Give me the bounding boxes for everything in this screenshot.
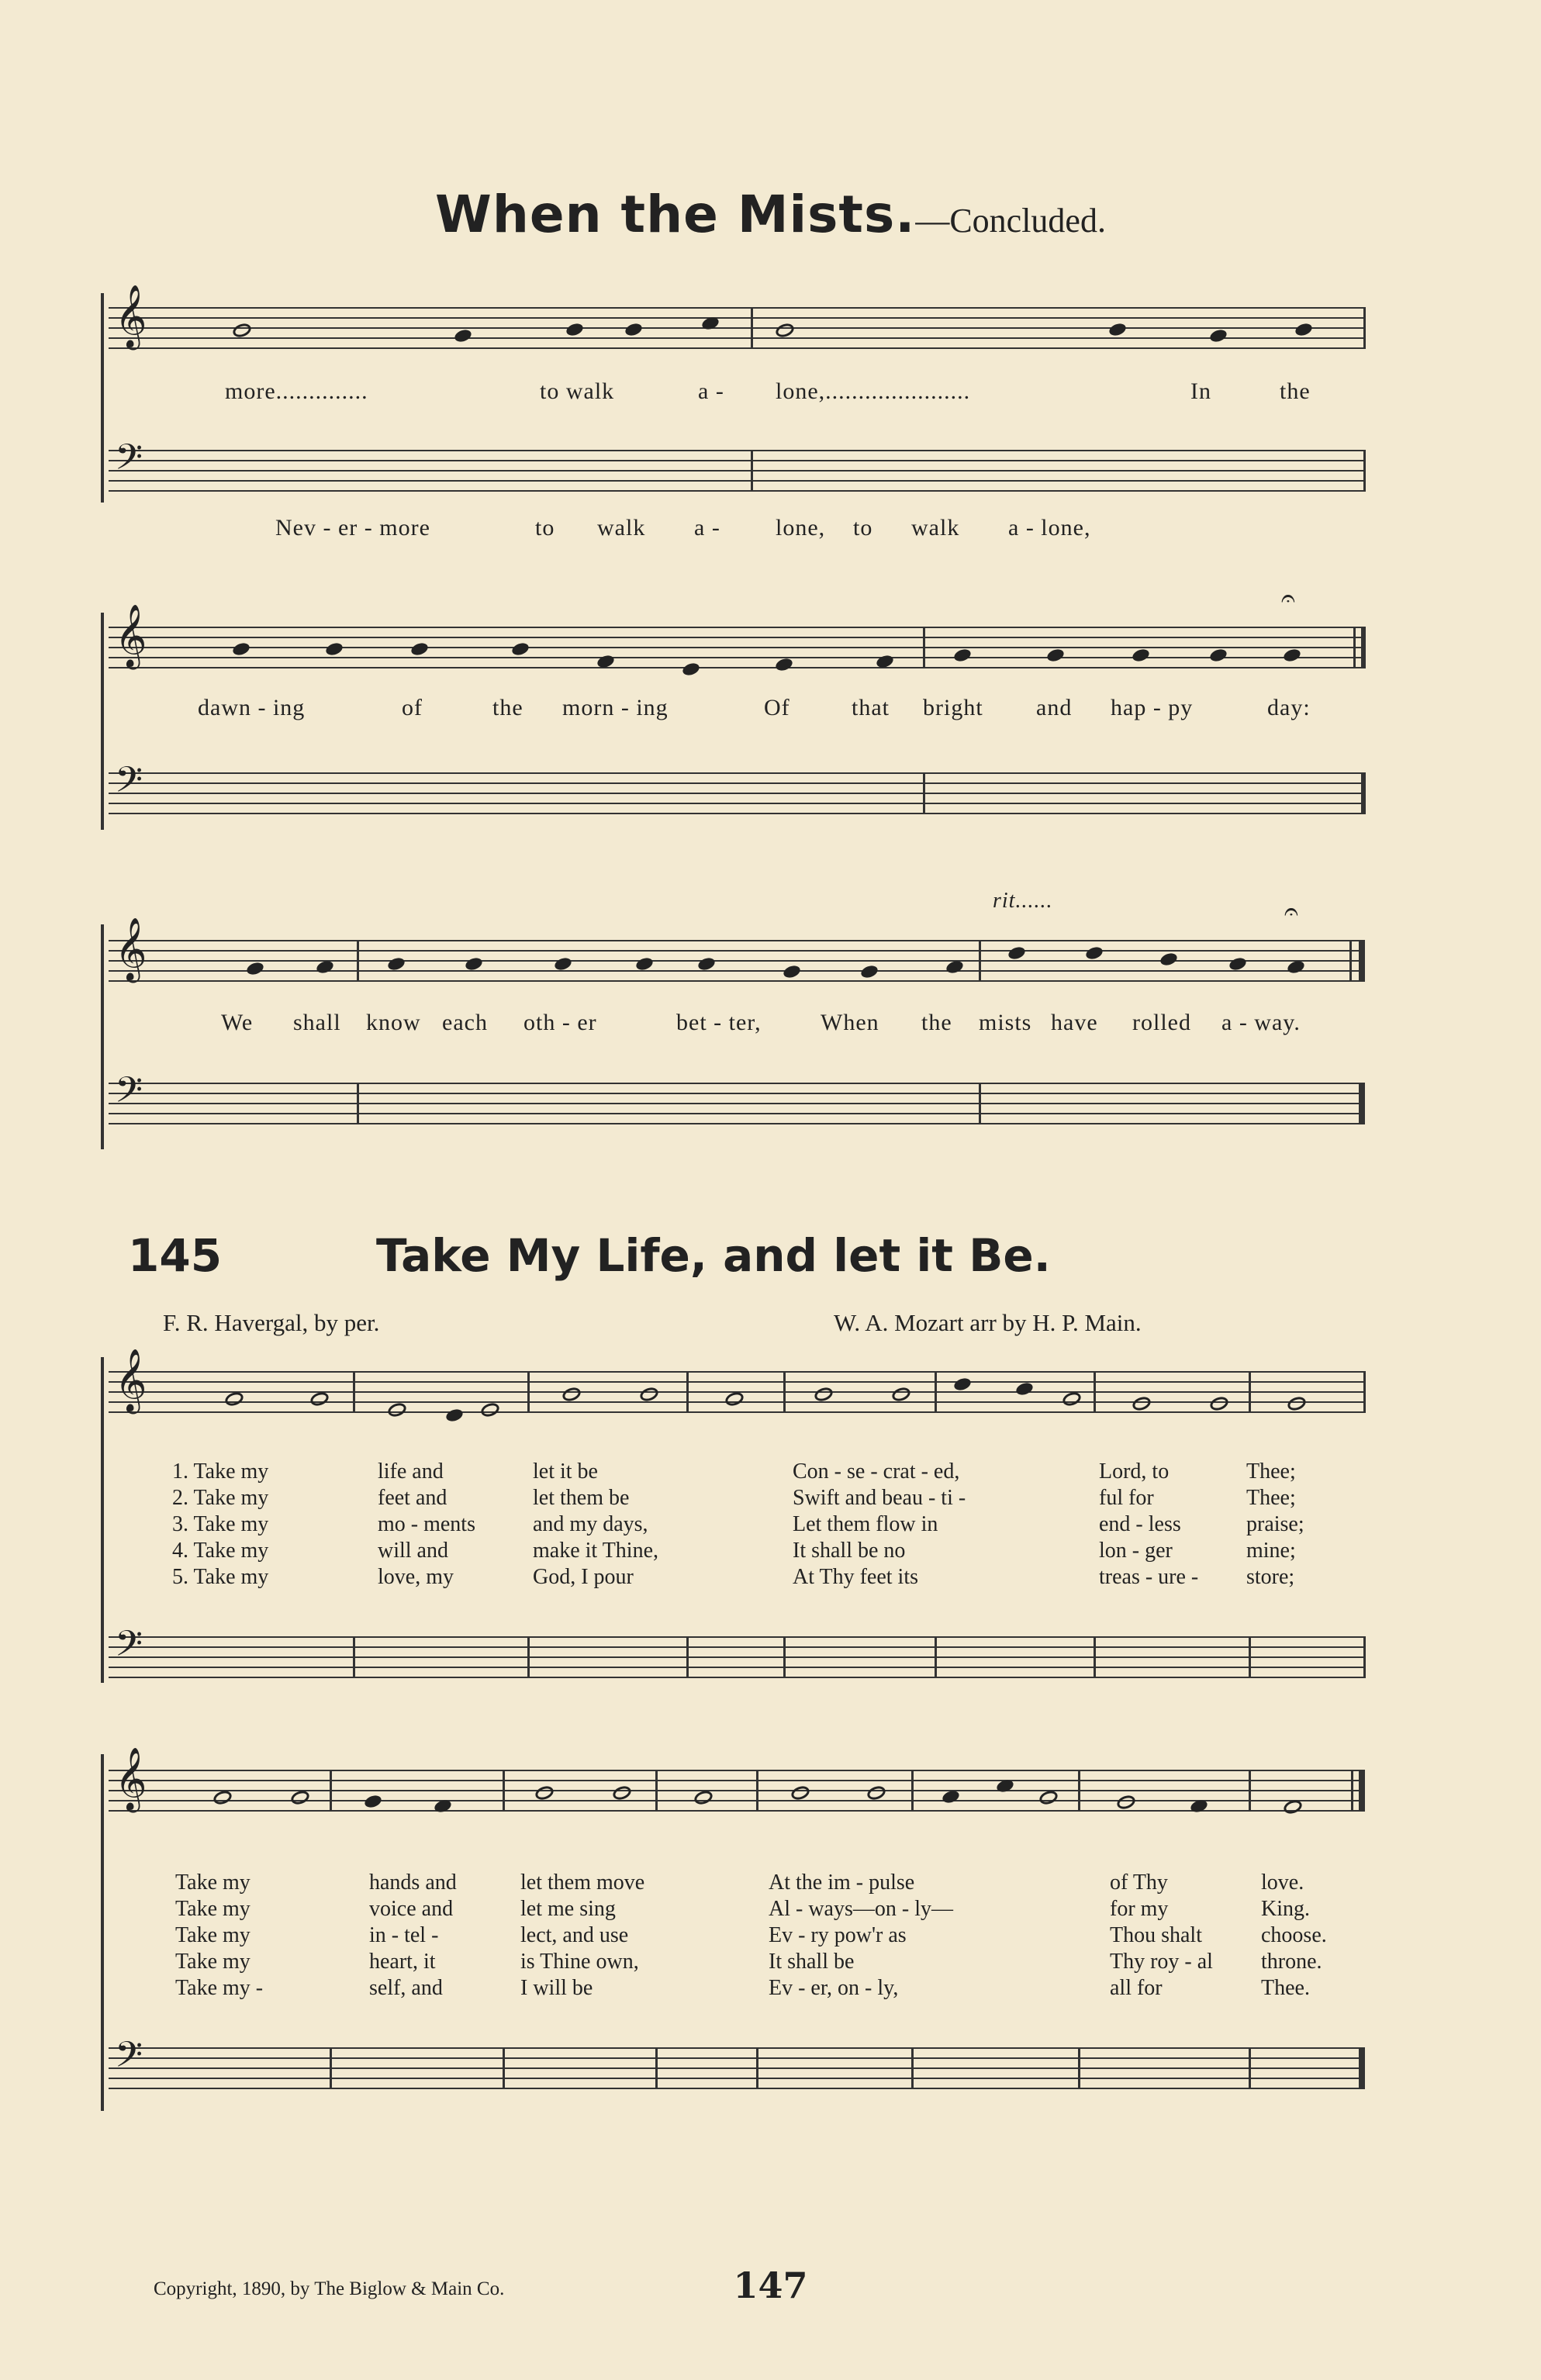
lyric: Ev - ry pow'r as bbox=[769, 1923, 907, 1947]
barline bbox=[1094, 1371, 1096, 1413]
lyric: Take my bbox=[175, 1870, 250, 1895]
title-subtitle: —Concluded. bbox=[915, 202, 1106, 240]
lyric: the bbox=[1280, 378, 1311, 404]
bass-clef-icon: 𝄢 bbox=[115, 437, 143, 487]
lyric: It shall be bbox=[769, 1950, 855, 1974]
verse-line bbox=[175, 1976, 1310, 2001]
lyric: make it Thine, bbox=[533, 1539, 658, 1563]
barline bbox=[923, 772, 925, 814]
lyric: is Thine own, bbox=[520, 1950, 639, 1974]
lyric: for my bbox=[1110, 1897, 1169, 1921]
lyric: Take my bbox=[175, 1950, 250, 1974]
lyric: Take my - bbox=[175, 1976, 264, 2000]
barline bbox=[1249, 1770, 1251, 1812]
barline bbox=[357, 940, 359, 982]
barline bbox=[655, 1770, 658, 1812]
final-barline bbox=[1359, 940, 1365, 982]
barline bbox=[783, 1636, 786, 1678]
lyric: ful for bbox=[1099, 1486, 1154, 1510]
lyric: lone,...................... bbox=[776, 378, 971, 404]
double-barline bbox=[1361, 627, 1366, 668]
lyric: Nev - er - more bbox=[275, 515, 430, 541]
lyric: oth - er bbox=[523, 1010, 597, 1035]
lyric: in - tel - bbox=[369, 1923, 439, 1947]
lyric: Al - ways—on - ly— bbox=[769, 1897, 953, 1921]
lyric: bright bbox=[923, 695, 983, 720]
barline bbox=[1349, 940, 1352, 982]
lyric: each bbox=[442, 1010, 488, 1035]
verse-line bbox=[172, 1459, 1296, 1484]
barline bbox=[1363, 450, 1366, 492]
lyric: the bbox=[921, 1010, 952, 1035]
lyric: 4. Take my bbox=[172, 1539, 269, 1563]
lyric: walk bbox=[911, 515, 960, 541]
system-brace bbox=[101, 1357, 104, 1683]
bass-staff bbox=[109, 1636, 1365, 1680]
lyric: love, my bbox=[378, 1565, 454, 1589]
system-brace bbox=[101, 293, 104, 503]
barline bbox=[1249, 1371, 1251, 1413]
lyric: heart, it bbox=[369, 1950, 436, 1974]
treble-clef-icon: 𝄞 bbox=[115, 284, 147, 347]
lyric: day: bbox=[1267, 695, 1311, 720]
barline bbox=[1249, 2047, 1251, 2089]
lyric: and my days, bbox=[533, 1512, 648, 1536]
lyric: that bbox=[852, 695, 890, 720]
verse-line bbox=[175, 1897, 1310, 1922]
treble-clef-icon: 𝄞 bbox=[115, 917, 147, 980]
lyric: Take my bbox=[175, 1897, 250, 1921]
lyric: all for bbox=[1110, 1976, 1163, 2000]
lyric: will and bbox=[378, 1539, 448, 1563]
lyric: a - lone, bbox=[1008, 515, 1091, 541]
lyric: Thou shalt bbox=[1110, 1923, 1202, 1947]
lyric: let me sing bbox=[520, 1897, 616, 1921]
barline bbox=[935, 1636, 937, 1678]
lyric: throne. bbox=[1261, 1950, 1322, 1974]
barline bbox=[527, 1371, 530, 1413]
barline bbox=[686, 1636, 689, 1678]
barline bbox=[935, 1371, 937, 1413]
barline bbox=[756, 1770, 758, 1812]
hymn-composer: W. A. Mozart arr by H. P. Main. bbox=[834, 1309, 1142, 1336]
lyric: Ev - er, on - ly, bbox=[769, 1976, 899, 2000]
hymn-title: Take My Life, and let it Be. bbox=[376, 1229, 1051, 1282]
verse-line bbox=[175, 1950, 1322, 1974]
lyric: It shall be no bbox=[793, 1539, 906, 1563]
lyric: let it be bbox=[533, 1459, 598, 1484]
hymn-number: 145 bbox=[128, 1229, 223, 1282]
barline bbox=[911, 1770, 914, 1812]
final-barline bbox=[1359, 1083, 1365, 1124]
lyric: Of bbox=[764, 695, 790, 720]
barline bbox=[1363, 307, 1366, 349]
lyric: Thy roy - al bbox=[1110, 1950, 1213, 1974]
lyric: At the im - pulse bbox=[769, 1870, 915, 1895]
barline bbox=[1249, 1636, 1251, 1678]
lyric: and bbox=[1036, 695, 1073, 720]
lyric: Take my bbox=[175, 1923, 250, 1947]
lyric: Let them flow in bbox=[793, 1512, 938, 1536]
barline bbox=[756, 2047, 758, 2089]
lyric: self, and bbox=[369, 1976, 443, 2000]
lyric: Con - se - crat - ed, bbox=[793, 1459, 960, 1484]
barline bbox=[353, 1371, 355, 1413]
barline bbox=[1363, 1636, 1366, 1678]
lyric: praise; bbox=[1246, 1512, 1304, 1536]
barline bbox=[353, 1636, 355, 1678]
lyric: Thee. bbox=[1261, 1976, 1310, 2000]
treble-clef-icon: 𝄞 bbox=[115, 1746, 147, 1810]
lyric: a - bbox=[698, 378, 724, 404]
barline bbox=[783, 1371, 786, 1413]
system-brace bbox=[101, 1754, 104, 2111]
lyric: morn - ing bbox=[562, 695, 669, 720]
lyric: let them be bbox=[533, 1486, 630, 1510]
treble-staff bbox=[109, 940, 1365, 983]
lyric: rolled bbox=[1132, 1010, 1191, 1035]
fermata-icon: 𝄐 bbox=[1284, 896, 1298, 926]
lyric: store; bbox=[1246, 1565, 1295, 1589]
verse-line bbox=[172, 1539, 1296, 1563]
lyric: lon - ger bbox=[1099, 1539, 1173, 1563]
lyric: a - way. bbox=[1221, 1010, 1301, 1035]
lyric: Thee; bbox=[1246, 1486, 1296, 1510]
verse-line bbox=[172, 1486, 1296, 1511]
verse-line bbox=[175, 1870, 1304, 1895]
verse-line bbox=[172, 1512, 1304, 1537]
barline bbox=[1353, 627, 1356, 668]
barline bbox=[357, 1083, 359, 1124]
copyright-notice: Copyright, 1890, by The Biglow & Main Co. bbox=[154, 2278, 505, 2299]
barline bbox=[911, 2047, 914, 2089]
page-number: 147 bbox=[733, 2264, 808, 2306]
lyric: treas - ure - bbox=[1099, 1565, 1199, 1589]
lyric: lect, and use bbox=[520, 1923, 629, 1947]
lyric: dawn - ing bbox=[198, 695, 306, 720]
lyric: shall bbox=[293, 1010, 341, 1035]
double-barline bbox=[1361, 772, 1366, 814]
lyric: mo - ments bbox=[378, 1512, 475, 1536]
bass-clef-icon: 𝄢 bbox=[115, 1069, 143, 1120]
barline bbox=[655, 2047, 658, 2089]
barline bbox=[503, 2047, 505, 2089]
lyric: of Thy bbox=[1110, 1870, 1168, 1895]
final-barline bbox=[1359, 1770, 1365, 1812]
system-brace bbox=[101, 924, 104, 1149]
lyric: love. bbox=[1261, 1870, 1304, 1895]
lyric: bet - ter, bbox=[676, 1010, 762, 1035]
lyric: to walk bbox=[540, 378, 615, 404]
bass-staff bbox=[109, 2047, 1365, 2091]
bass-staff bbox=[109, 772, 1365, 816]
barline bbox=[1078, 2047, 1080, 2089]
barline bbox=[1094, 1636, 1096, 1678]
lyric: feet and bbox=[378, 1486, 447, 1510]
lyric: to bbox=[535, 515, 555, 541]
barline bbox=[923, 627, 925, 668]
lyric: Thee; bbox=[1246, 1459, 1296, 1484]
barline bbox=[979, 940, 981, 982]
lyric: let them move bbox=[520, 1870, 645, 1895]
page-title bbox=[0, 185, 1541, 244]
treble-clef-icon: 𝄞 bbox=[115, 1348, 147, 1411]
barline bbox=[527, 1636, 530, 1678]
lyric: Swift and beau - ti - bbox=[793, 1486, 966, 1510]
lyric: of bbox=[402, 695, 423, 720]
barline bbox=[751, 307, 753, 349]
lyric: the bbox=[492, 695, 523, 720]
lyric: God, I pour bbox=[533, 1565, 634, 1589]
lyric: In bbox=[1190, 378, 1211, 404]
lyric: end - less bbox=[1099, 1512, 1181, 1536]
bass-clef-icon: 𝄢 bbox=[115, 1623, 143, 1674]
ritardando-marking: rit...... bbox=[993, 889, 1053, 913]
barline bbox=[1078, 1770, 1080, 1812]
lyric: mists bbox=[979, 1010, 1032, 1035]
lyric: Lord, to bbox=[1099, 1459, 1170, 1484]
barline bbox=[751, 450, 753, 492]
lyric: mine; bbox=[1246, 1539, 1296, 1563]
lyric: life and bbox=[378, 1459, 444, 1484]
lyric: We bbox=[221, 1010, 254, 1035]
lyric: more.............. bbox=[225, 378, 368, 404]
lyric: have bbox=[1051, 1010, 1098, 1035]
lyric: voice and bbox=[369, 1897, 454, 1921]
system-brace bbox=[101, 613, 104, 830]
lyric: At Thy feet its bbox=[793, 1565, 919, 1589]
title-text: When the Mists. bbox=[435, 185, 916, 244]
final-barline bbox=[1359, 2047, 1365, 2089]
lyric: hap - py bbox=[1111, 695, 1194, 720]
lyric: lone, bbox=[776, 515, 826, 541]
barline bbox=[503, 1770, 505, 1812]
verse-line bbox=[175, 1923, 1327, 1948]
fermata-icon: 𝄐 bbox=[1281, 583, 1295, 613]
lyric: hands and bbox=[369, 1870, 457, 1895]
bass-staff bbox=[109, 450, 1365, 493]
bass-clef-icon: 𝄢 bbox=[115, 2034, 143, 2085]
barline bbox=[1351, 1770, 1353, 1812]
lyric: walk bbox=[597, 515, 646, 541]
lyric: 5. Take my bbox=[172, 1565, 269, 1589]
treble-staff bbox=[109, 307, 1365, 351]
bass-staff bbox=[109, 1083, 1365, 1126]
lyric: 1. Take my bbox=[172, 1459, 269, 1484]
lyric: I will be bbox=[520, 1976, 593, 2000]
lyric: King. bbox=[1261, 1897, 1310, 1921]
barline bbox=[686, 1371, 689, 1413]
bass-clef-icon: 𝄢 bbox=[115, 759, 143, 810]
barline bbox=[979, 1083, 981, 1124]
lyric: choose. bbox=[1261, 1923, 1327, 1947]
treble-staff bbox=[109, 627, 1365, 670]
hymn-author: F. R. Havergal, by per. bbox=[163, 1309, 380, 1336]
lyric: a - bbox=[694, 515, 720, 541]
lyric: When bbox=[821, 1010, 879, 1035]
verse-line bbox=[172, 1565, 1294, 1590]
treble-clef-icon: 𝄞 bbox=[115, 603, 147, 667]
barline bbox=[330, 2047, 332, 2089]
barline bbox=[1363, 1371, 1366, 1413]
lyric: know bbox=[366, 1010, 421, 1035]
lyric: 3. Take my bbox=[172, 1512, 269, 1536]
barline bbox=[330, 1770, 332, 1812]
lyric: to bbox=[853, 515, 873, 541]
lyric: 2. Take my bbox=[172, 1486, 269, 1510]
